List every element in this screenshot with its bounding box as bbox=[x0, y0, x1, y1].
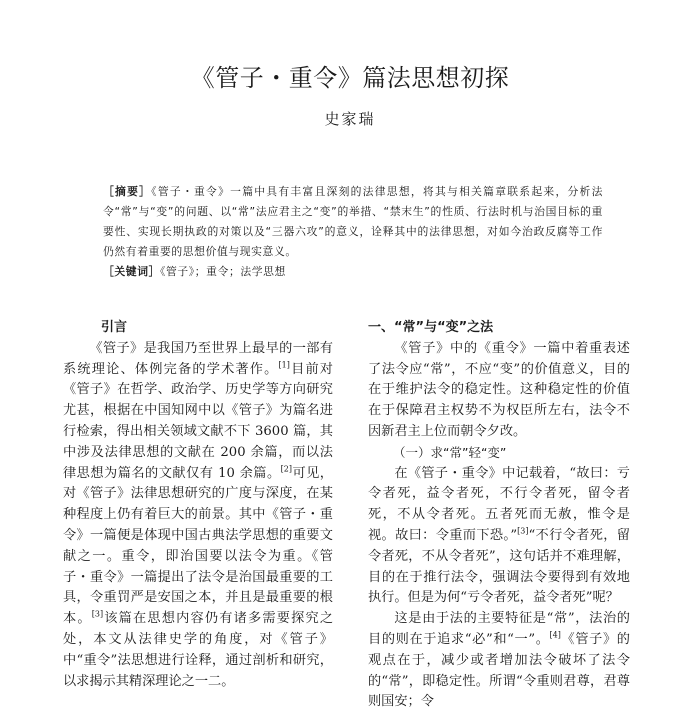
para2-text-a: 在《管子・重令》中记载着，“故曰：亏令者死，益令者死，不行令者死，留令者死，不从令者死。五者死而无赦，惟令是视。故曰：令重而下恐。” bbox=[368, 465, 630, 543]
para3-text-b: 《管子》的观点在于，减少或者增加法令破坏了法令的“常”，即稳定性。所谓“令重则君尊，君尊则国安；令 bbox=[368, 631, 630, 710]
intro-text-b: 目前对《管子》在哲学、政治学、历史学等方向研究尤甚，根据在中国知网中以《管子》为篇名进行检索，得出相关领域文献不下 3600 篇，其中涉及法律思想的文献在 200 余篇，而以法律思想为篇名的文献仅有 10 余篇。 bbox=[63, 361, 333, 481]
subsection-heading: （一）求“常”轻“变” bbox=[393, 444, 507, 460]
para3-text-a: 这是由于法的主要特征是“常”，法治的目的则在于追求“必”和“一”。 bbox=[368, 611, 630, 647]
author-name: 史家瑞 bbox=[324, 110, 376, 128]
citation-3: [3] bbox=[91, 609, 104, 619]
section1-paragraph: 《管子》中的《重令》一篇中着重表述了法令应“常”，不应“变”的价值意义，目的在于维护法令的稳定性。这种稳定性的价值在于保障君主权势不为权臣所左右，法令不因新君主上位而朝令夕改。 bbox=[368, 340, 630, 439]
abstract-text: 《管子・重令》一篇中具有丰富且深刻的法律思想，将其与相关篇章联系起来，分析法令“常”与“变”的问题、以“常”法应君主之“变”的举措、“禁末生”的性质、行法时机与治国目标的重要性、实现长期执政的对策以及“三器六攻”的意义，诠释其中的法律思想，对如今治政反腐等工作仍然有着重要的思想价值与现实意义。 bbox=[103, 185, 603, 258]
citation-4: [4] bbox=[549, 630, 561, 640]
intro-text-a: 《管子》是我国乃至世界上最早的一部有系统理论、体例完备的学术著作。 bbox=[63, 340, 333, 377]
para2-text-b: “不行令者死，留令者死，不从令者死”，这句话并不难理解，目的在于推行法令，强调法令要得到有效地执行。但是为何“亏令者死，益令者死”呢？ bbox=[368, 527, 630, 606]
section-heading-intro: 引言 bbox=[101, 320, 128, 335]
citation-1: [1] bbox=[278, 360, 290, 370]
keywords-text: 《管子》；重令；法学思想 bbox=[159, 265, 286, 278]
section-heading-1: 一、“常”与“变”之法 bbox=[368, 320, 494, 335]
left-column bbox=[63, 318, 333, 692]
abstract-paragraph bbox=[103, 182, 603, 262]
intro-text-d: 该篇在思想内容仍有诸多需要探究之处，本文从法律史学的角度，对《管子》中“重令”法思想进行诠释，通过剖析和研究，以求揭示其精深理论之一二。 bbox=[63, 611, 334, 689]
citation-2: [2] bbox=[280, 464, 292, 474]
right-column bbox=[368, 318, 630, 713]
keywords-label: ［关键词］ bbox=[103, 265, 160, 278]
intro-paragraph bbox=[63, 339, 333, 693]
abstract-block bbox=[103, 182, 603, 282]
intro-text-c: 可见，对《管子》法律思想研究的广度与深度，在某种程度上仍有着巨大的前景。其中《管子・重令》一篇便是体现中国古典法学思想的重要文献之一。重令，即治国要以法令为重。《管子・重令》一篇提出了法令是治国最重要的工具，令重罚严是安国之本，并且是最重要的根本。 bbox=[63, 465, 333, 627]
abstract-label: ［摘要］ bbox=[103, 185, 152, 198]
keywords-line bbox=[103, 262, 603, 282]
article-title: 《管子・重令》篇法思想初探 bbox=[190, 64, 510, 92]
citation-3b: [3] bbox=[517, 526, 529, 536]
section1-paragraph-3 bbox=[368, 609, 630, 713]
section1-paragraph-2 bbox=[368, 464, 630, 610]
